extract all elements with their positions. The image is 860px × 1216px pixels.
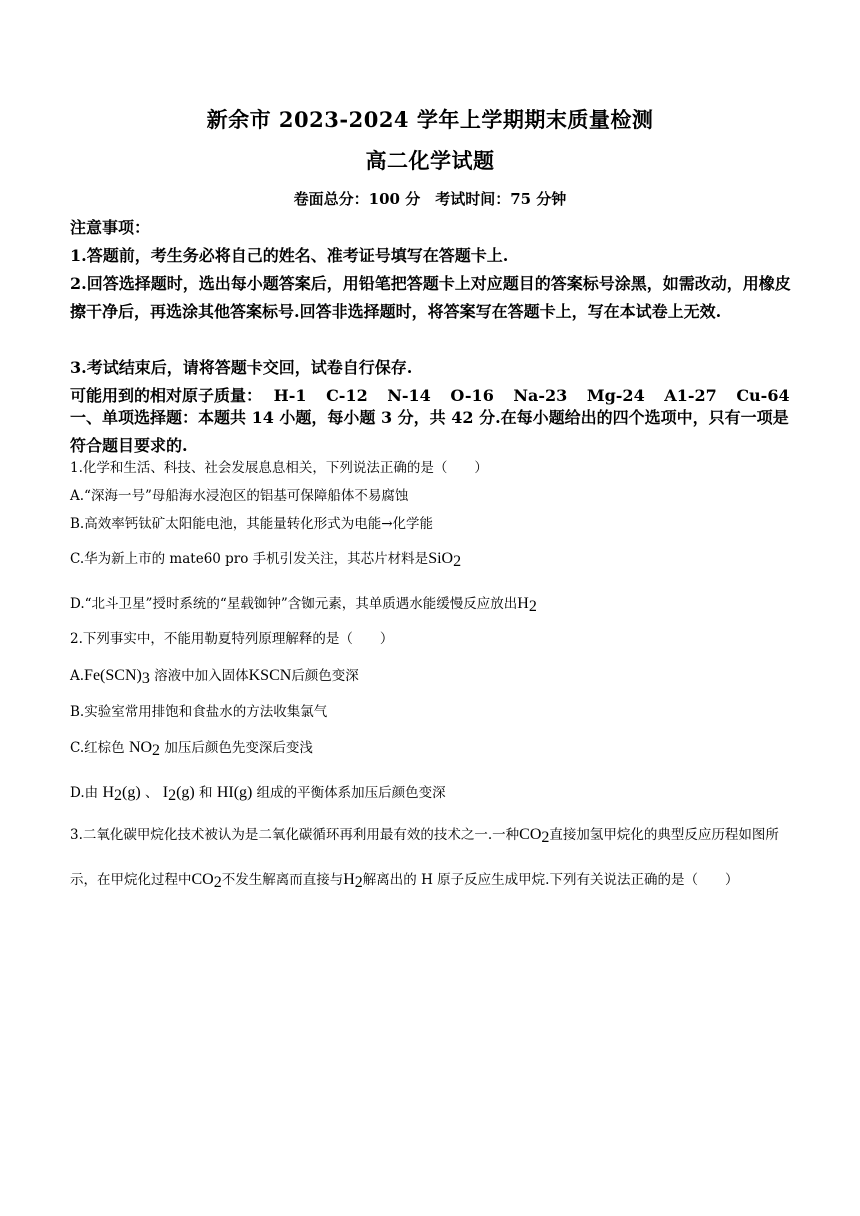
q2-option-d-f1-state: (g)	[122, 784, 141, 801]
q2-option-d-f2-state: (g)	[176, 784, 195, 801]
q2-option-d-f1: H	[102, 784, 114, 801]
atomic-mass-na: Na-23	[513, 386, 568, 405]
q3-f3-sub: 2	[354, 874, 363, 891]
q2-option-c	[70, 737, 792, 762]
q3-part2: 直接加氢甲烷化的典型反应历程如图所示，在甲烷化过程中	[70, 827, 779, 888]
q1-option-c-formula: SiO	[428, 550, 454, 567]
q2-option-d	[70, 782, 792, 807]
q2-option-d-text: 组成的平衡体系加压后颜色变深	[256, 785, 446, 801]
q1-option-d	[70, 593, 792, 618]
q2-option-c-sub: 2	[152, 742, 161, 759]
q2-option-d-sep: 、	[144, 785, 159, 801]
q1-option-d-text: D.“北斗卫星”授时系统的“星载铷钟”含铷元素，其单质遇水能缓慢反应放出	[70, 596, 518, 612]
q2-option-d-f2: I	[162, 784, 169, 801]
q2-option-a-text2: 后颜色变深	[291, 668, 359, 684]
notice-item-3: 3.考试结束后，请将答题卡交回，试卷自行保存.	[70, 358, 413, 377]
q2-option-a	[70, 665, 792, 690]
q2-option-c-formula: NO	[128, 739, 153, 756]
q2-option-a-prefix: A.	[70, 668, 85, 684]
q2-option-d-f3: HI(g)	[216, 784, 253, 801]
q3-f3: H	[343, 871, 355, 888]
exam-subtitle: 高二化学试题	[365, 148, 495, 173]
q1-stem: 1.化学和生活、科技、社会发展息息相关，下列说法正确的是（ ）	[70, 460, 488, 476]
notice-heading: 注意事项：	[70, 218, 151, 237]
q2-option-a-sub: 3	[141, 670, 150, 687]
q3-part1: 3.二氧化碳甲烷化技术被认为是二氧化碳循环再利用最有效的技术之一.一种	[70, 827, 520, 843]
q3-f1-sub: 2	[541, 829, 550, 846]
atomic-mass-al: A1-27	[664, 386, 717, 405]
q1-option-b: B.高效率钙钛矿太阳能电池，其能量转化形式为电能→化学能	[70, 516, 434, 532]
atomic-mass-h: H-1	[273, 386, 307, 405]
q2-option-d-f2-sub: 2	[168, 787, 177, 804]
q1-option-c-text: C.华为新上市的 mate60 pro 手机引发关注，其芯片材料是	[70, 551, 429, 567]
q2-option-a-formula2: KSCN	[248, 667, 292, 684]
atomic-mass-cu: Cu-64	[736, 386, 790, 405]
q2-option-a-text: 溶液中加入固体	[154, 668, 249, 684]
atomic-mass-o: O-16	[450, 386, 494, 405]
q2-option-d-f1-sub: 2	[114, 787, 122, 804]
atomic-mass-n: N-14	[387, 386, 431, 405]
q2-option-c-text: 加压后颜色先变深后变浅	[164, 740, 313, 756]
q3-part3: 不发生解离而直接与	[221, 872, 344, 888]
q3-f2-sub: 2	[213, 874, 222, 891]
q3-f1: CO	[519, 826, 542, 843]
section-1-heading: 一、单项选择题：本题共 14 小题，每小题 3 分，共 42 分.在每小题给出的四个选项中，只有一项是符合题目要求的.	[70, 408, 789, 455]
q1-option-c	[70, 548, 792, 573]
notice-item-2: 2.回答选择题时，选出每小题答案后，用铅笔把答题卡上对应题目的答案标号涂黑，如需改动，用橡皮擦干净后，再选涂其他答案标号.回答非选择题时，将答案写在答题卡上，写在本试卷上无效.	[70, 274, 791, 321]
q3-stem	[70, 814, 792, 904]
exam-title: 新余市 2023-2024 学年上学期期末质量检测	[206, 107, 654, 132]
exam-meta: 卷面总分：100 分 考试时间：75 分钟	[293, 190, 567, 208]
q2-option-a-formula: Fe(SCN)	[84, 667, 142, 684]
q3-part4: 解离出的 H 原子反应生成甲烷.下列有关说法正确的是（ ）	[362, 872, 739, 888]
atomic-mass-mg: Mg-24	[586, 386, 645, 405]
q2-option-d-prefix: D.由	[70, 785, 99, 801]
q1-option-d-formula: H	[517, 595, 529, 612]
q2-option-c-prefix: C.红棕色	[70, 740, 125, 756]
notice-item-1: 1.答题前，考生务必将自己的姓名、准考证号填写在答题卡上.	[70, 246, 509, 265]
q3-f2: CO	[191, 871, 214, 888]
atomic-mass-c: C-12	[326, 386, 368, 405]
q2-stem: 2.下列事实中，不能用勒夏特列原理解释的是（ ）	[70, 631, 394, 647]
q1-option-c-sub: 2	[453, 553, 462, 570]
q2-option-b: B.实验室常用排饱和食盐水的方法收集氯气	[70, 704, 328, 720]
atomic-masses-label: 可能用到的相对原子质量：	[70, 386, 263, 405]
q1-option-d-sub: 2	[528, 598, 537, 615]
q2-option-d-and: 和	[199, 785, 213, 801]
q1-option-a: A.“深海一号”母船海水浸泡区的铝基可保障船体不易腐蚀	[70, 488, 409, 504]
